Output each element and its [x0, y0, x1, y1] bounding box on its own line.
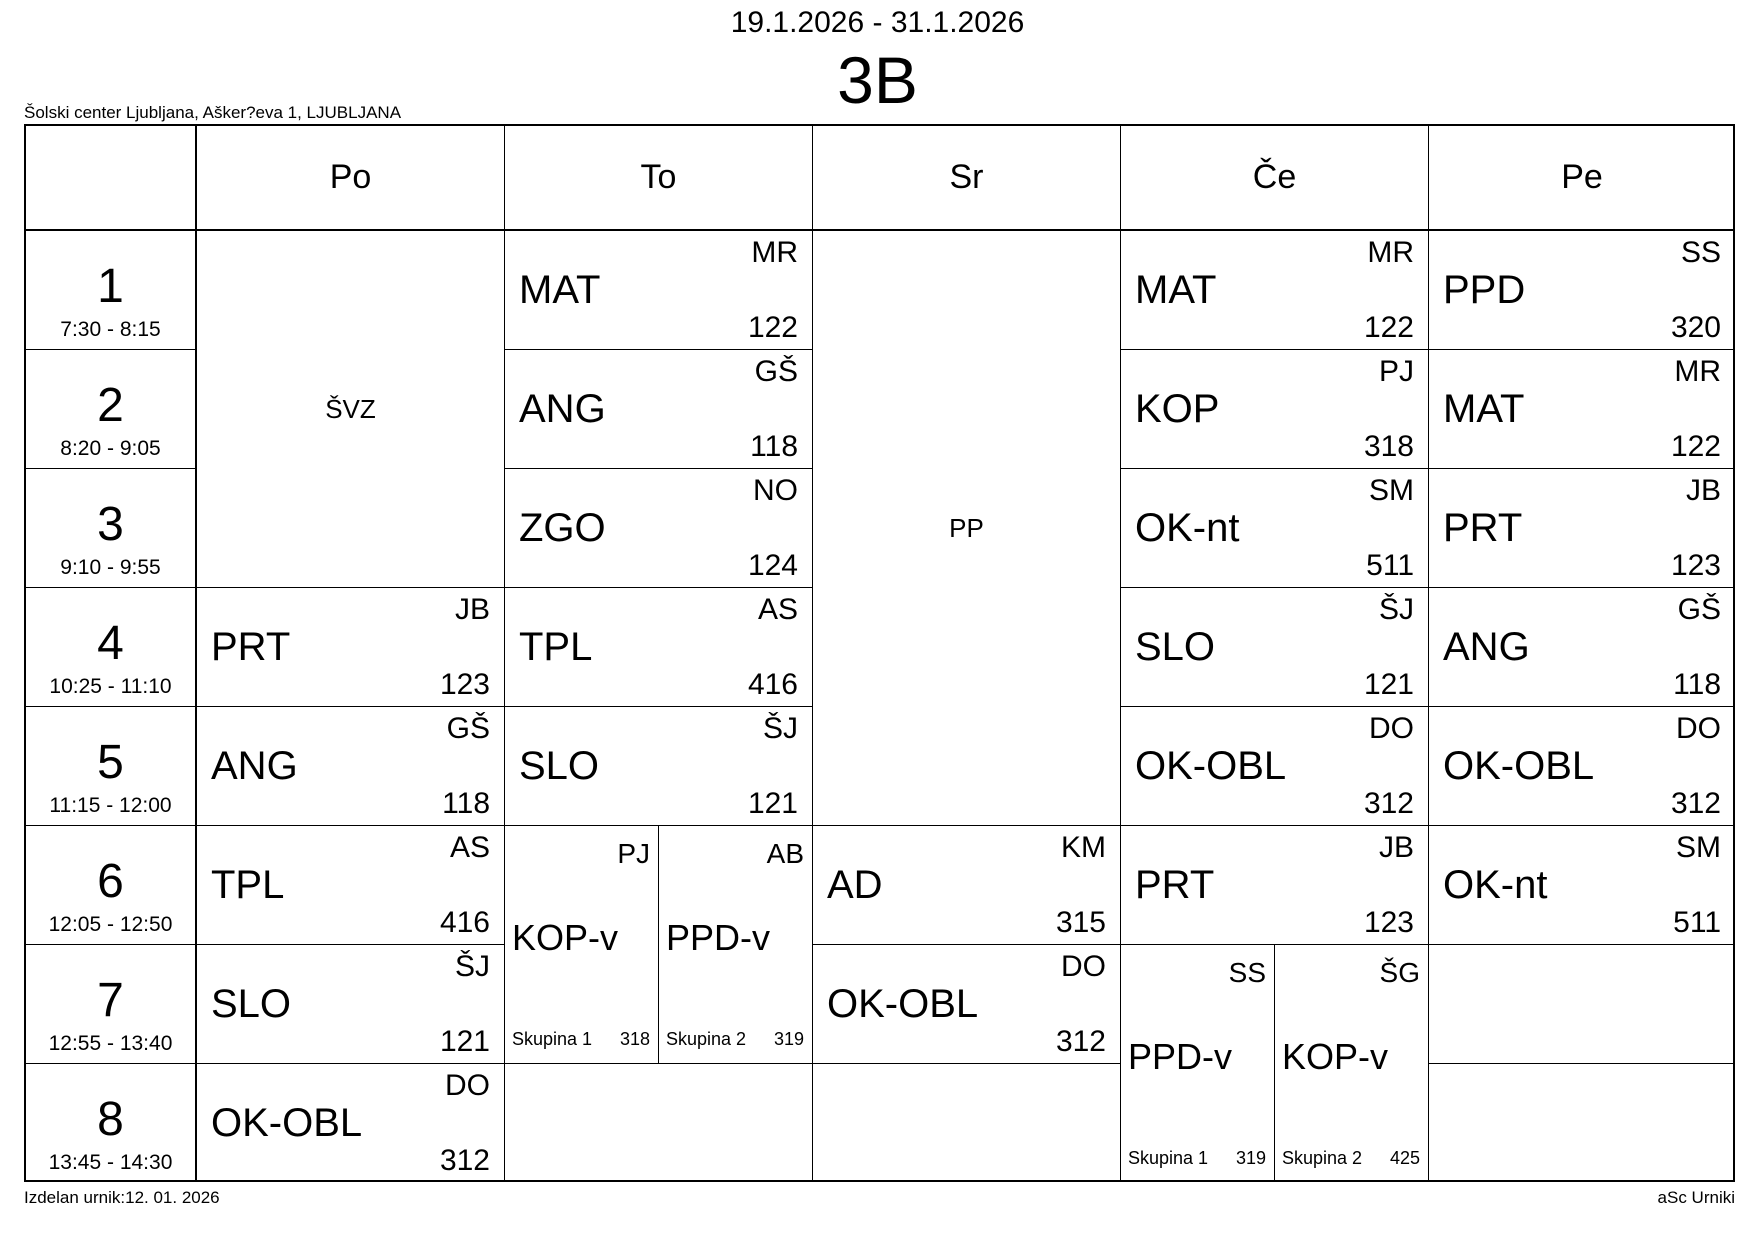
room: 123 [1670, 549, 1721, 582]
day-header-sr: Sr [813, 126, 1121, 231]
lesson-pe-6 [1429, 826, 1735, 945]
room: 416 [747, 668, 798, 701]
teacher: PJ [1378, 355, 1414, 388]
subject: PRT [1443, 506, 1523, 550]
teacher: GŠ [1677, 593, 1721, 626]
room: 319 [773, 1029, 804, 1049]
day-header-to: To [505, 126, 813, 231]
room: 511 [1366, 549, 1414, 582]
group: Skupina 2 [1282, 1148, 1363, 1168]
period-number: 7 [97, 974, 124, 1027]
subject: OK-OBL [827, 982, 979, 1026]
lesson-to-1 [505, 231, 813, 350]
lesson-po-6 [197, 826, 505, 945]
day-header-pe: Pe [1429, 126, 1735, 231]
period-number: 3 [97, 498, 124, 551]
block-label: ŠVZ [325, 393, 376, 424]
period-3 [26, 469, 197, 588]
lesson-to-2 [505, 350, 813, 469]
period-number: 8 [97, 1093, 124, 1146]
room: 118 [1673, 668, 1721, 701]
lesson-sr-7 [813, 945, 1121, 1064]
room: 121 [747, 787, 798, 820]
teacher: AB [766, 838, 804, 869]
period-time: 9:10 - 9:55 [60, 556, 161, 579]
teacher: ŠG [1379, 957, 1420, 988]
subject: OK-OBL [1135, 744, 1287, 788]
room: 121 [439, 1025, 490, 1058]
period-time: 7:30 - 8:15 [60, 318, 161, 341]
lesson-block-pp [813, 231, 1121, 826]
day-header-po: Po [197, 126, 505, 231]
teacher: ŠJ [762, 712, 798, 745]
teacher: SS [1228, 957, 1266, 988]
room: 315 [1055, 906, 1106, 939]
split-lesson-ce-group-2 [1275, 945, 1429, 1182]
lesson-ce-5 [1121, 707, 1429, 826]
period-time: 11:15 - 12:00 [49, 794, 172, 817]
subject: MAT [519, 268, 601, 312]
teacher: SS [1680, 236, 1721, 269]
lesson-to-3 [505, 469, 813, 588]
room: 122 [1670, 430, 1721, 463]
room: 312 [1363, 787, 1414, 820]
lesson-pe-3 [1429, 469, 1735, 588]
lesson-pe-4 [1429, 588, 1735, 707]
lesson-ce-4 [1121, 588, 1429, 707]
room: 118 [750, 430, 798, 463]
subject: KOP [1135, 387, 1220, 431]
subject: KOP-v [512, 916, 619, 958]
school-name: Šolski center Ljubljana, Ašker?eva 1, LJUBLJANA [24, 103, 402, 122]
room: 123 [439, 668, 490, 701]
subject: ZGO [519, 506, 606, 550]
lesson-to-5 [505, 707, 813, 826]
subject: OK-nt [1443, 863, 1548, 907]
subject: OK-OBL [211, 1101, 363, 1145]
lesson-po-7 [197, 945, 505, 1064]
room: 318 [1363, 430, 1414, 463]
room: 312 [1670, 787, 1721, 820]
period-time: 10:25 - 11:10 [49, 675, 172, 698]
subject: PRT [211, 625, 291, 669]
lesson-ce-3 [1121, 469, 1429, 588]
period-number: 2 [97, 379, 124, 432]
lesson-po-5 [197, 707, 505, 826]
subject: SLO [1135, 625, 1216, 669]
teacher: GŠ [446, 712, 490, 745]
room: 123 [1363, 906, 1414, 939]
room: 121 [1363, 668, 1414, 701]
subject: ANG [211, 744, 298, 788]
teacher: MR [1674, 355, 1721, 388]
lesson-pe-2 [1429, 350, 1735, 469]
split-lesson-ce-group-1 [1121, 945, 1275, 1182]
period-2 [26, 350, 197, 469]
teacher: JB [1685, 474, 1721, 507]
subject: SLO [519, 744, 600, 788]
timetable-grid [24, 124, 1735, 1182]
room: 320 [1670, 311, 1721, 344]
period-8 [26, 1064, 197, 1182]
day-header-ce: Če [1121, 126, 1429, 231]
period-time: 8:20 - 9:05 [60, 437, 161, 460]
empty-cell [1429, 945, 1735, 1064]
teacher: KM [1061, 831, 1106, 864]
teacher: ŠJ [1378, 593, 1414, 626]
subject: PPD [1443, 268, 1526, 312]
period-4 [26, 588, 197, 707]
room: 318 [619, 1029, 650, 1049]
software-credit: aSc Urniki [1657, 1188, 1735, 1207]
period-time: 12:05 - 12:50 [48, 913, 173, 936]
period-number: 4 [97, 617, 124, 670]
lesson-po-4 [197, 588, 505, 707]
lesson-pe-5 [1429, 707, 1735, 826]
teacher: PJ [617, 838, 650, 869]
room: 425 [1389, 1148, 1420, 1168]
room: 416 [439, 906, 490, 939]
subject: PPD-v [666, 916, 771, 958]
subject: SLO [211, 982, 292, 1026]
lesson-block-svz [197, 231, 505, 588]
period-number: 6 [97, 855, 124, 908]
lesson-po-8 [197, 1064, 505, 1182]
created-date: Izdelan urnik:12. 01. 2026 [24, 1188, 220, 1207]
split-lesson-to-group-1 [505, 826, 659, 1064]
subject: TPL [519, 625, 593, 669]
teacher: SM [1369, 474, 1414, 507]
subject: TPL [211, 863, 285, 907]
group: Skupina 1 [1128, 1148, 1209, 1168]
subject: KOP-v [1282, 1035, 1389, 1077]
date-range: 19.1.2026 - 31.1.2026 [730, 6, 1025, 39]
empty-cell [813, 1064, 1121, 1182]
period-7 [26, 945, 197, 1064]
teacher: AS [449, 831, 490, 864]
teacher: AS [757, 593, 798, 626]
lesson-to-4 [505, 588, 813, 707]
teacher: MR [1367, 236, 1414, 269]
teacher: DO [1676, 712, 1721, 745]
lesson-ce-1 [1121, 231, 1429, 350]
lesson-sr-6 [813, 826, 1121, 945]
period-number: 1 [97, 260, 124, 313]
room: 122 [747, 311, 798, 344]
room: 312 [1055, 1025, 1106, 1058]
teacher: NO [753, 474, 798, 507]
period-time: 13:45 - 14:30 [48, 1151, 173, 1174]
teacher: DO [445, 1069, 490, 1102]
period-time: 12:55 - 13:40 [48, 1032, 173, 1055]
subject: OK-nt [1135, 506, 1240, 550]
class-name: 3B [837, 43, 918, 117]
subject: PRT [1135, 863, 1215, 907]
period-6 [26, 826, 197, 945]
teacher: SM [1676, 831, 1721, 864]
room: 312 [439, 1144, 490, 1177]
teacher: ŠJ [454, 950, 490, 983]
teacher: JB [454, 593, 490, 626]
group: Skupina 1 [512, 1029, 593, 1049]
teacher: GŠ [754, 355, 798, 388]
teacher: DO [1369, 712, 1414, 745]
subject: PPD-v [1128, 1035, 1233, 1077]
lesson-ce-2 [1121, 350, 1429, 469]
room: 319 [1235, 1148, 1266, 1168]
subject: ANG [519, 387, 606, 431]
room: 511 [1673, 906, 1721, 939]
subject: AD [827, 863, 883, 907]
group: Skupina 2 [666, 1029, 747, 1049]
room: 124 [747, 549, 798, 582]
period-5 [26, 707, 197, 826]
block-label: PP [949, 512, 984, 543]
empty-cell [1429, 1064, 1735, 1182]
teacher: JB [1378, 831, 1414, 864]
subject: MAT [1443, 387, 1525, 431]
period-number: 5 [97, 736, 124, 789]
period-1 [26, 231, 197, 350]
empty-cell [505, 1064, 813, 1182]
teacher: DO [1061, 950, 1106, 983]
corner-cell [26, 126, 197, 231]
subject: ANG [1443, 625, 1530, 669]
subject: MAT [1135, 268, 1217, 312]
room: 118 [442, 787, 490, 820]
split-lesson-to-group-2 [659, 826, 813, 1064]
teacher: MR [751, 236, 798, 269]
subject: OK-OBL [1443, 744, 1595, 788]
room: 122 [1363, 311, 1414, 344]
lesson-pe-1 [1429, 231, 1735, 350]
lesson-ce-6 [1121, 826, 1429, 945]
